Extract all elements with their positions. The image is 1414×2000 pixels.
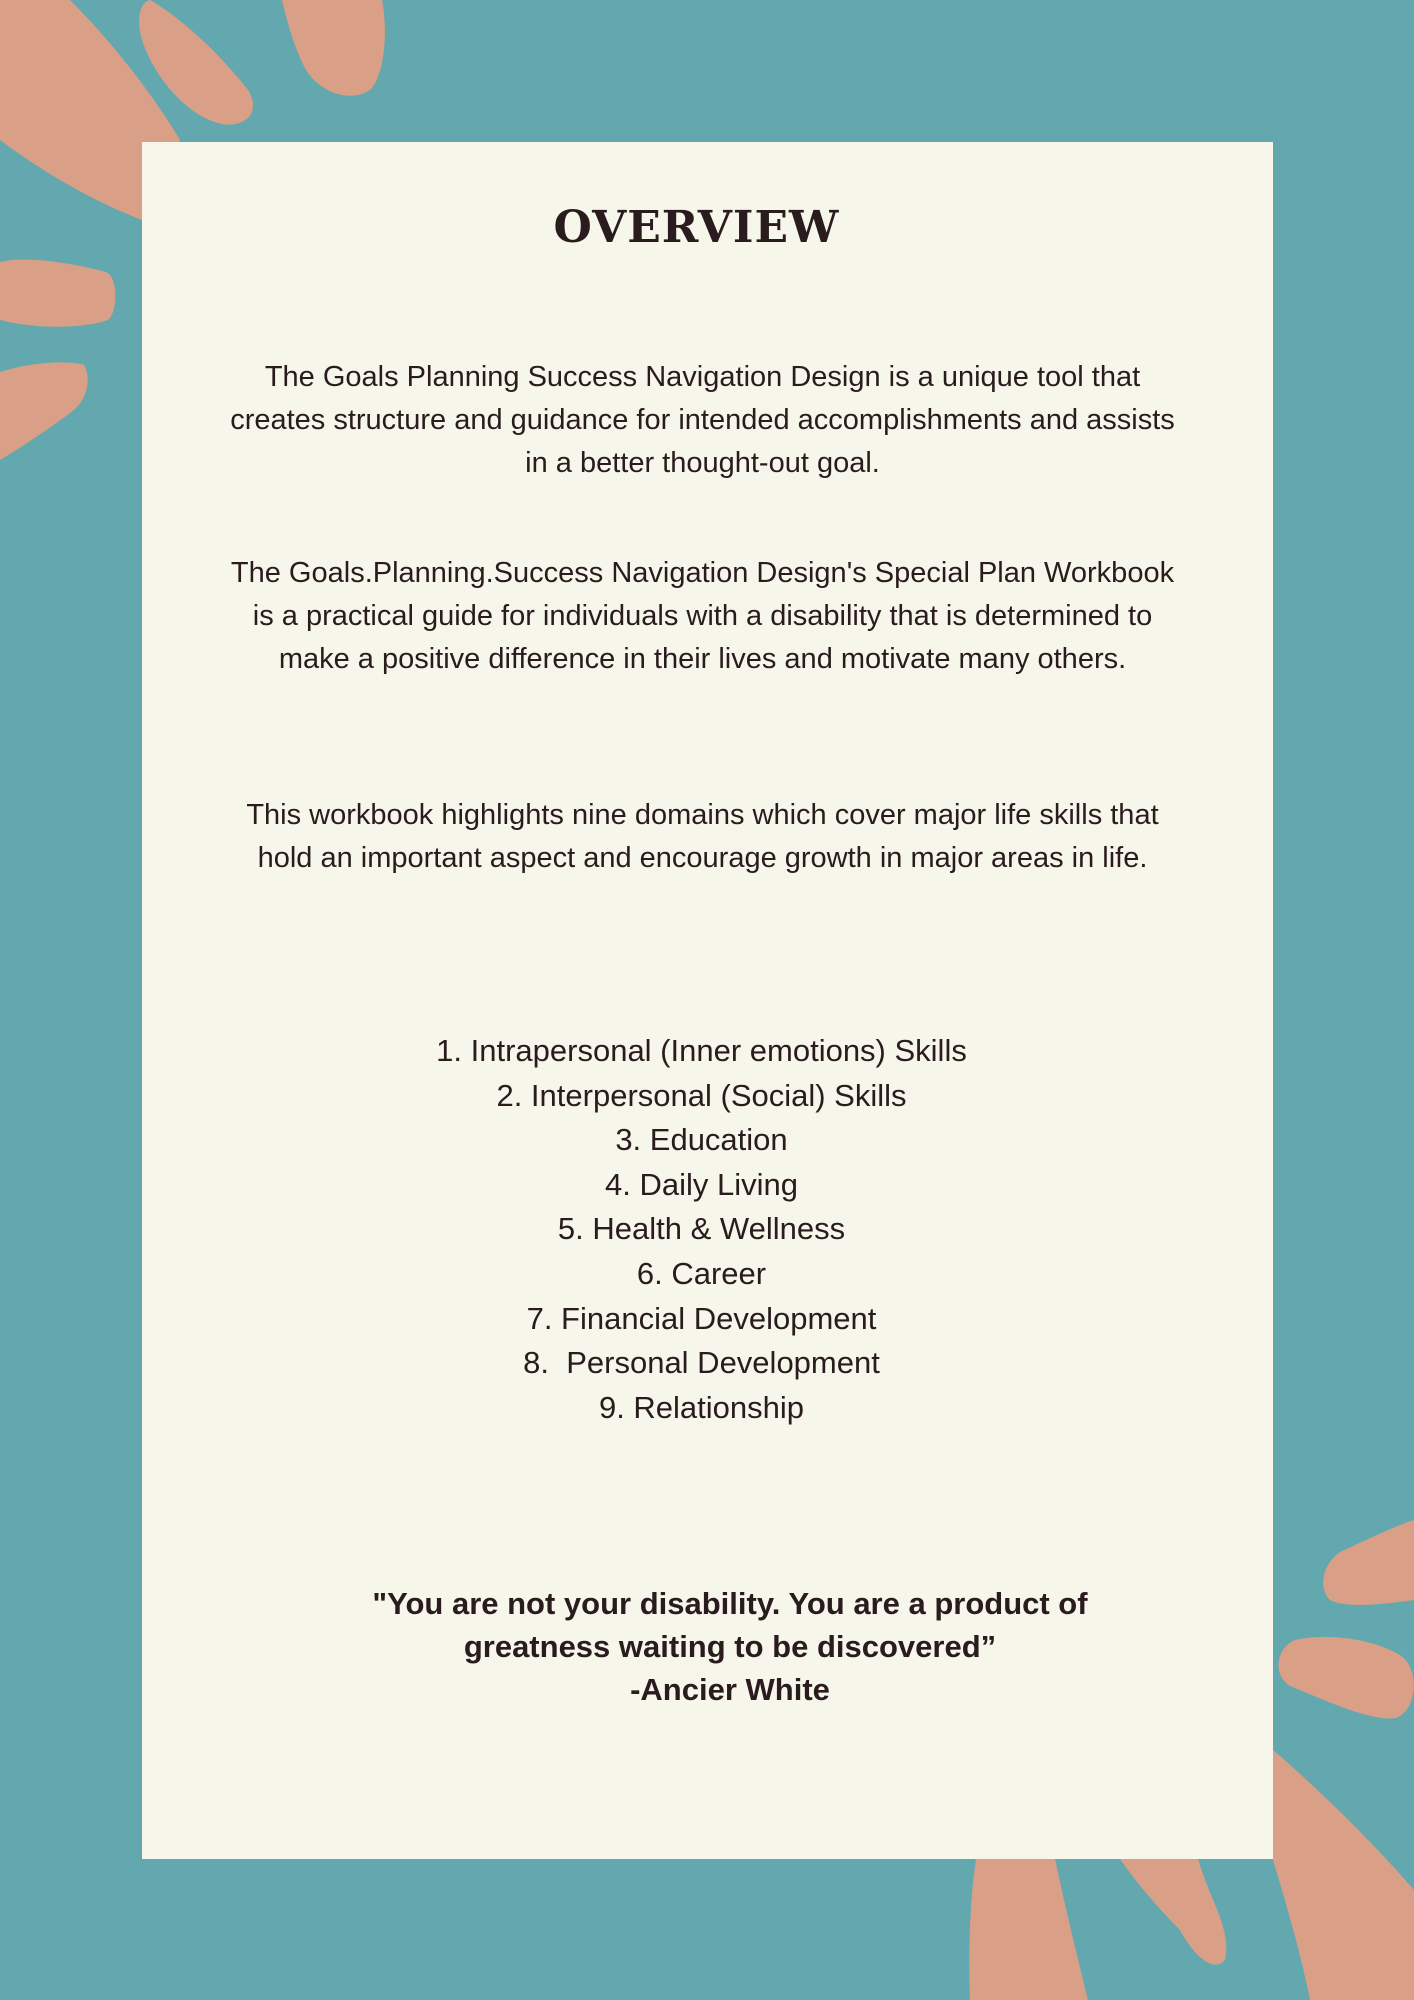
list-item: 8. Personal Development [523, 1345, 880, 1381]
blob-shape [1120, 1859, 1226, 1965]
list-item: 2. Interpersonal (Social) Skills [496, 1077, 907, 1113]
overview-card [142, 142, 1273, 1859]
blob-shape [969, 1859, 1088, 2000]
domain-list [142, 1029, 1273, 1430]
blob-shape [1323, 1520, 1414, 1605]
list-item: 6. Career [636, 1255, 767, 1291]
list-item: 4. Daily Living [605, 1166, 798, 1202]
quote-block [230, 1582, 1230, 1711]
quote-author: -Ancier White [630, 1672, 830, 1707]
list-item: 1. Intrapersonal (Inner emotions) Skills [436, 1033, 967, 1068]
list-item: 3. Education [615, 1122, 788, 1158]
page-title: OVERVIEW [553, 202, 840, 253]
workbook-paragraph: The Goals.Planning.Success Navigation Design's Special Plan Workbook is a practical guide for individuals with a disability that is determined to make a positive difference in their lives and motivate many others. [230, 557, 1175, 675]
list-item: 5. Health & Wellness [557, 1211, 846, 1247]
blob-shape [1273, 1750, 1414, 2000]
blob-shape [0, 260, 115, 327]
blob-shape [0, 362, 88, 460]
blob-shape [1278, 1637, 1413, 1719]
blob-shape [282, 0, 385, 96]
list-item: 7. Financial Development [526, 1300, 877, 1336]
list-item: 9. Relationship [598, 1389, 805, 1425]
intro-paragraph: The Goals Planning Success Navigation Design is a unique tool that creates structure and guidance for intended accomplishments and assists in a better thought-out goal. [230, 361, 1175, 479]
domains-intro-paragraph: This workbook highlights nine domains which cover major life skills that hold an important aspect and encourage growth in major areas in life. [246, 799, 1159, 874]
quote-line: greatness waiting to be discovered” [463, 1629, 997, 1664]
quote-line: "You are not your disability. You are a product of [372, 1586, 1088, 1621]
